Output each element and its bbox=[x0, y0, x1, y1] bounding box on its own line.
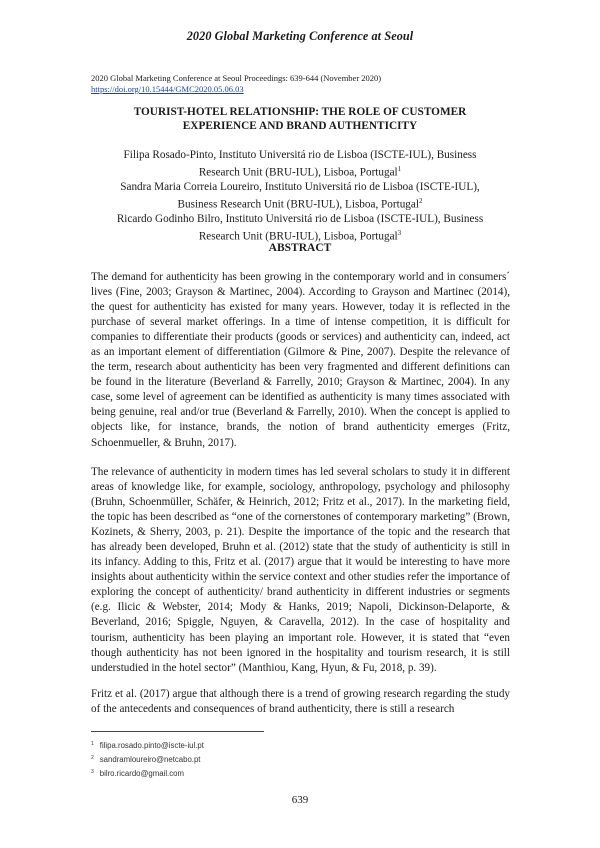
footnote: $^2$ sandramloureiro@netcabo.pt bbox=[91, 755, 201, 764]
author-affiliation bbox=[90, 180, 510, 212]
footnote-email[interactable]: bilro.ricardo@gmail.com bbox=[99, 769, 184, 778]
abstract-paragraph: The relevance of authenticity in modern times has led several scholars to study it in different areas of knowledge like, for example, sociology, anthropology, psychology and philosophy (Bruhn, Schoenmüller, Schäfer, & Heinrich, 2012; Fritz et al., 2017). In the marketing field, the topic has been described as “one of the cornerstones of contemporary marketing” (Brown, Kozinets, & Sherry, 2003, p. 21). Despite the importance of the topic and the research that has already been developed, Bruhn et al. (2012) state that the study of authenticity is still in its infancy. Adding to this, Fritz et al. (2017) argue that it would be interesting to have more insights about authenticity within the service context and other studies refer the importance of exploring the concept of authenticity/ brand authenticity in different industries or segments (e.g. Ilicic & Webster, 2014; Mody & Hanks, 2019; Napoli, Dickinson-Delaporte, & Beverland, 2016; Spiggle, Nguyen, & Caravella, 2012). In the case of hospitality and tourism, authenticity has been playing an important role. However, it is stated that “even though authenticity has not been ignored in the hospitality and tourism research, it is still understudied in the hotel sector” (Manthiou, Kang, Hyun, & Fu, 2018, p. 39). bbox=[91, 466, 510, 674]
footnote-mark: 1 bbox=[397, 165, 402, 174]
author-line: Ricardo Godinho Bilro, Instituto Universitá rio de Lisboa (ISCTE-IUL), Business bbox=[116, 213, 484, 226]
footnote-email[interactable]: filipa.rosado.pinto@iscte-iul.pt bbox=[99, 741, 204, 750]
abstract-heading: ABSTRACT bbox=[268, 242, 332, 254]
footnotes bbox=[91, 738, 204, 780]
author-block bbox=[90, 148, 510, 244]
doi-link[interactable]: https://doi.org/10.15444/GMC2020.05.06.03 bbox=[91, 84, 244, 94]
running-header: 2020 Global Marketing Conference at Seoul bbox=[186, 29, 414, 43]
proceedings-info bbox=[91, 73, 381, 95]
abstract-paragraph: Fritz et al. (2017) argue that although there is a trend of growing research regarding the study of the antecedents and consequences of brand authenticity, there is still a research bbox=[91, 688, 510, 716]
footnote: $^1$ filipa.rosado.pinto@iscte-iul.pt bbox=[91, 741, 204, 750]
footnote-mark: 3 bbox=[397, 229, 402, 238]
page-number: 639 bbox=[291, 794, 309, 806]
author-line: Business Research Unit (BRU-IUL), Lisboa, Portugal$^2$ bbox=[177, 197, 423, 212]
author-line: Research Unit (BRU-IUL), Lisboa, Portugal$^3$ bbox=[198, 229, 402, 244]
footnote: $^3$ bilro.ricardo@gmail.com bbox=[91, 769, 184, 778]
proceedings-citation: 2020 Global Marketing Conference at Seoul Proceedings: 639-644 (November 2020) bbox=[91, 73, 382, 83]
author-affiliation bbox=[90, 148, 510, 180]
abstract-paragraph: The demand for authenticity has been growing in the contemporary world and in consumers´ lives (Fine, 2003; Grayson & Martinec, 2004). According to Grayson and Martinec (2014), the quest for authenticity has existed for many years. However, today it is reflected in the purchase of several market offerings. In a time of intense competition, it is difficult for companies to differentiate their products (goods or services) and authenticity can, indeed, act as an important element of differentiation (Gilmore & Pine, 2007). Despite the relevance of the term, research about authenticity has been very fragmented and different definitions can be found in the literature (Beverland & Farrelly, 2010; Grayson & Martinec, 2004). In any case, some level of agreement can be identified as authenticity is many times associated with being genuine, real and/or true (Beverland & Farrelly, 2010). When the concept is applied to objects like, for instance, brands, the notion of brand authenticity emerges (Fritz, Schoenmueller, & Bruhn, 2017). bbox=[91, 271, 510, 449]
footnote-email[interactable]: sandramloureiro@netcabo.pt bbox=[99, 755, 201, 764]
footnote-divider bbox=[91, 731, 264, 732]
author-line: Sandra Maria Correia Loureiro, Instituto Universitá rio de Lisboa (ISCTE-IUL), bbox=[120, 181, 480, 194]
title-line: EXPERIENCE AND BRAND AUTHENTICITY bbox=[182, 120, 418, 132]
title-line: TOURIST-HOTEL RELATIONSHIP: THE ROLE OF CUSTOMER bbox=[133, 106, 467, 118]
author-affiliation bbox=[90, 212, 510, 244]
footnote-mark: 2 bbox=[418, 197, 423, 206]
paper-title bbox=[90, 105, 510, 133]
author-line: Research Unit (BRU-IUL), Lisboa, Portugal$^1$ bbox=[198, 165, 402, 179]
author-line: Filipa Rosado-Pinto, Instituto Universitá rio de Lisboa (ISCTE-IUL), Business bbox=[123, 149, 477, 161]
